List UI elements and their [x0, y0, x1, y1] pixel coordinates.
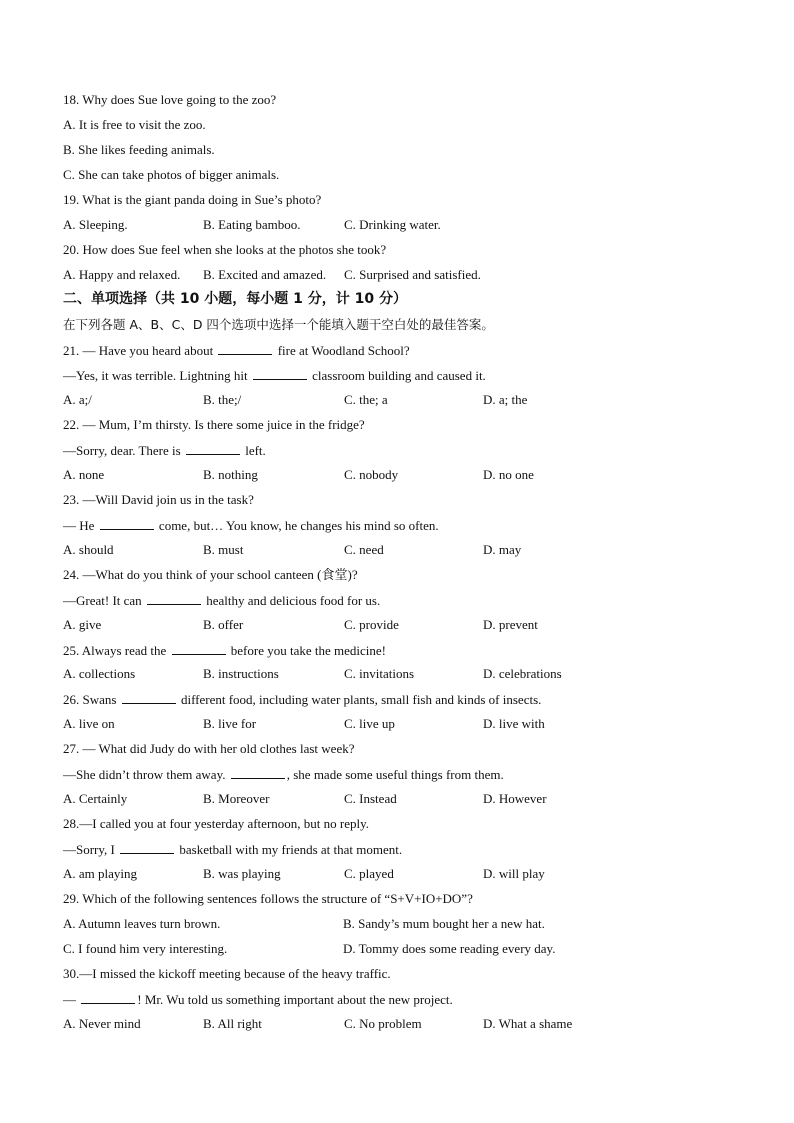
question-21-option-d: D. a; the	[483, 392, 528, 407]
question-26-line-1-rest: different food, including water plants, small fish and kinds of insects.	[177, 692, 542, 707]
answer-blank	[122, 691, 176, 704]
question-27-option-c: C. Instead	[344, 791, 397, 806]
question-23-line-2-text: — He	[63, 518, 98, 533]
question-25-line-1-text: 25. Always read the	[63, 643, 170, 658]
question-21-line-1-text: 21. — Have you heard about	[63, 343, 217, 358]
question-27-line-2	[63, 766, 754, 783]
question-21-option-b: B. the;/	[203, 392, 242, 407]
answer-blank	[81, 991, 135, 1004]
question-25-line-1	[63, 642, 754, 659]
question-30-option-c: C. No problem	[344, 1016, 422, 1031]
question-22-option-a: A. none	[63, 467, 105, 482]
question-28-option-d: D. will play	[483, 866, 545, 881]
question-29-option-a: A. Autumn leaves turn brown.	[63, 916, 221, 931]
question-21-option-a: A. a;/	[63, 392, 92, 407]
question-28-line-2-text: —Sorry, I	[63, 842, 119, 857]
answer-blank	[231, 766, 285, 779]
question-26-option-b: B. live for	[203, 716, 257, 731]
question-25-option-d: D. celebrations	[483, 666, 562, 681]
question-20-option-a: A. Happy and relaxed.	[63, 267, 181, 282]
question-23-option-c: C. need	[344, 542, 384, 557]
question-22-option-b: B. nothing	[203, 467, 258, 482]
question-26-line-1	[63, 691, 754, 708]
question-25-option-a: A. collections	[63, 666, 136, 681]
question-24-line-2-rest: healthy and delicious food for us.	[202, 593, 381, 608]
answer-blank	[100, 517, 154, 530]
answer-blank	[120, 841, 174, 854]
question-20-option-b: B. Excited and amazed.	[203, 267, 327, 282]
question-25-option-c: C. invitations	[344, 666, 415, 681]
question-23-line-2-rest: come, but… You know, he changes his mind so often.	[155, 518, 439, 533]
question-29-line-1: 29. Which of the following sentences follows the structure of “S+V+IO+DO”?	[63, 891, 473, 906]
question-24-option-d: D. prevent	[483, 617, 538, 632]
question-27-option-b: B. Moreover	[203, 791, 270, 806]
question-28-option-a: A. am playing	[63, 866, 138, 881]
question-30-line-2	[63, 991, 754, 1008]
question-18-option-a: A. It is free to visit the zoo.	[63, 117, 206, 132]
section-2-title: 二、单项选择（共 10 小题，每小题 1 分，计 10 分）	[63, 291, 407, 307]
question-20-option-c: C. Surprised and satisfied.	[344, 267, 481, 282]
question-28-line-1: 28.—I called you at four yesterday afternoon, but no reply.	[63, 816, 370, 831]
question-26-option-a: A. live on	[63, 716, 115, 731]
question-24-line-1: 24. —What do you think of your school canteen (食堂)?	[63, 567, 358, 582]
question-21-line-2-text: —Yes, it was terrible. Lightning hit	[63, 368, 251, 383]
question-30-line-2-rest: ! Mr. Wu told us something important about the new project.	[137, 992, 453, 1007]
question-24-line-2-text: —Great! It can	[63, 593, 145, 608]
question-30-line-1: 30.—I missed the kickoff meeting because of the heavy traffic.	[63, 966, 391, 981]
question-27-option-d: D. However	[483, 791, 547, 806]
question-25-line-1-rest: before you take the medicine!	[227, 643, 386, 658]
question-30-option-d: D. What a shame	[483, 1016, 573, 1031]
question-28-option-c: C. played	[344, 866, 394, 881]
question-24-line-2	[63, 592, 754, 609]
question-22-line-2-rest: left.	[241, 443, 266, 458]
question-30-option-a: A. Never mind	[63, 1016, 141, 1031]
question-29-option-b: B. Sandy’s mum bought her a new hat.	[343, 916, 545, 931]
question-23-option-d: D. may	[483, 542, 522, 557]
question-21-line-2-rest: classroom building and caused it.	[308, 368, 486, 383]
question-18-option-c: C. She can take photos of bigger animals.	[63, 167, 280, 182]
question-26-option-c: C. live up	[344, 716, 395, 731]
question-23-line-2	[63, 517, 754, 534]
question-18-option-b: B. She likes feeding animals.	[63, 142, 215, 157]
question-24-option-c: C. provide	[344, 617, 399, 632]
answer-blank	[172, 642, 226, 655]
question-29-option-d: D. Tommy does some reading every day.	[343, 941, 556, 956]
question-24-option-b: B. offer	[203, 617, 244, 632]
answer-blank	[253, 367, 307, 380]
question-19-option-a: A. Sleeping.	[63, 217, 128, 232]
answer-blank	[147, 592, 201, 605]
question-23-line-1: 23. —Will David join us in the task?	[63, 492, 254, 507]
question-27-option-a: A. Certainly	[63, 791, 128, 806]
question-22-line-2	[63, 442, 754, 459]
question-28-line-2	[63, 841, 754, 858]
question-27-line-1: 27. — What did Judy do with her old clothes last week?	[63, 741, 355, 756]
question-19-option-c: C. Drinking water.	[344, 217, 441, 232]
question-26-line-1-text: 26. Swans	[63, 692, 120, 707]
question-28-line-2-rest: basketball with my friends at that moment.	[176, 842, 403, 857]
question-22-option-d: D. no one	[483, 467, 534, 482]
question-21-line-2	[63, 367, 754, 384]
question-29-option-c: C. I found him very interesting.	[63, 941, 228, 956]
question-23-option-a: A. should	[63, 542, 114, 557]
question-21-line-1-rest: fire at Woodland School?	[274, 343, 410, 358]
question-22-line-1: 22. — Mum, I’m thirsty. Is there some juice in the fridge?	[63, 417, 365, 432]
question-19-option-b: B. Eating bamboo.	[203, 217, 301, 232]
question-30-line-2-text: —	[63, 992, 80, 1007]
answer-blank	[218, 342, 272, 355]
question-23-option-b: B. must	[203, 542, 244, 557]
question-22-option-c: C. nobody	[344, 467, 399, 482]
question-21-line-1	[63, 342, 754, 359]
question-22-line-2-text: —Sorry, dear. There is	[63, 443, 184, 458]
question-27-line-2-rest: , she made some useful things from them.	[286, 767, 504, 782]
question-19-stem: 19. What is the giant panda doing in Sue’s photo?	[63, 192, 322, 207]
question-18-stem: 18. Why does Sue love going to the zoo?	[63, 92, 277, 107]
question-21-option-c: C. the; a	[344, 392, 388, 407]
question-20-stem: 20. How does Sue feel when she looks at the photos she took?	[63, 242, 387, 257]
answer-blank	[186, 442, 240, 455]
question-26-option-d: D. live with	[483, 716, 545, 731]
question-24-option-a: A. give	[63, 617, 102, 632]
question-25-option-b: B. instructions	[203, 666, 279, 681]
question-27-line-2-text: —She didn’t throw them away.	[63, 767, 229, 782]
question-28-option-b: B. was playing	[203, 866, 281, 881]
question-30-option-b: B. All right	[203, 1016, 262, 1031]
section-2-instruction: 在下列各题 A、B、C、D 四个选项中选择一个能填入题干空白处的最佳答案。	[63, 317, 494, 332]
